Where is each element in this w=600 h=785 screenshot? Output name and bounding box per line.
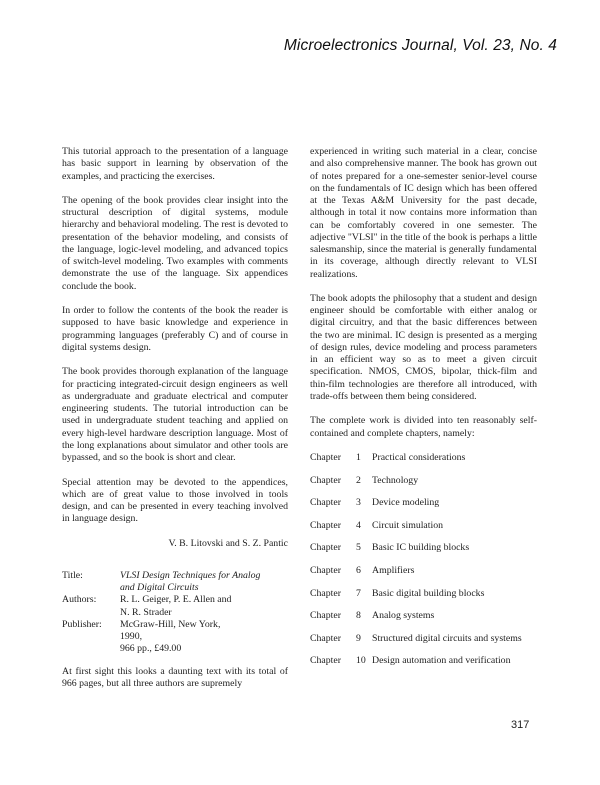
chapter-item [310, 633, 537, 656]
chapter-number: 5 [356, 542, 361, 554]
review-signature: V. B. Litovski and S. Z. Pantic [168, 537, 288, 549]
chapter-title: Basic digital building blocks [372, 587, 485, 599]
paragraph: The book adopts the philosophy that a student and design engineer should be comfortable with either analog or digital circuitry, and that the basic differences between the two are minimal. IC design is presented as a merging of design rules, device modeling and process parameters in an efficient way so as to meet a given circuit specification. NMOS, CMOS, bipolar, thick-film and thin-film technologies are therefore all introduced, with trade-offs between them being considered. [310, 292, 537, 402]
chapter-word: Chapter [310, 497, 342, 509]
chapter-item [310, 655, 537, 678]
chapter-number: 1 [356, 452, 361, 464]
chapter-number: 10 [356, 655, 366, 667]
page-number: 317 [511, 719, 530, 731]
journal-header: Microelectronics Journal, Vol. 23, No. 4 [283, 37, 557, 54]
book-authors [120, 594, 288, 619]
chapter-word: Chapter [310, 565, 342, 577]
chapter-word: Chapter [310, 474, 342, 486]
publisher-label: Publisher: [62, 618, 102, 630]
chapter-number: 9 [356, 632, 361, 644]
chapter-title: Device modeling [372, 497, 440, 509]
chapter-word: Chapter [310, 632, 342, 644]
book-title [120, 570, 288, 595]
chapter-title: Practical considerations [372, 452, 466, 464]
authors-label: Authors: [62, 594, 97, 606]
authors-line: N. R. Strader [120, 606, 172, 618]
paragraph: Special attention may be devoted to the appendices, which are of great value to those involved in tools design, and can be presented in every teaching involved in language design. [62, 476, 288, 525]
chapter-number: 2 [356, 474, 361, 486]
book-title-line: VLSI Design Techniques for Analog [120, 569, 261, 581]
chapter-number: 3 [356, 497, 361, 509]
publisher-line: 1990, [120, 631, 143, 643]
chapter-item [310, 497, 537, 520]
chapter-item [310, 475, 537, 498]
publisher-line: McGraw-Hill, New York, [120, 618, 221, 630]
chapter-item [310, 588, 537, 611]
paragraph: The book provides thorough explanation of the language for practicing integrated-circuit design engineers as well as undergraduate and graduate electrical and computer engineering students. The tutorial introduction can be used in undergraduate student teaching and applied on every high-level hardware description language. Most of the long explanations about simulator and other tools are bypassed, and so the book is short and clear. [62, 366, 288, 464]
chapter-word: Chapter [310, 610, 342, 622]
paragraph: At first sight this looks a daunting text with its total of 966 pages, but all three authors are supremely [62, 665, 288, 689]
publisher-line: 966 pp., £49.00 [120, 643, 182, 655]
chapter-item [310, 542, 537, 565]
chapter-word: Chapter [310, 452, 342, 464]
chapter-word: Chapter [310, 587, 342, 599]
chapter-title: Basic IC building blocks [372, 542, 470, 554]
chapter-number: 8 [356, 610, 361, 622]
book-metadata [62, 570, 288, 656]
paragraph: The opening of the book provides clear insight into the structural description of digital systems, module hierarchy and behavioral modeling. The rest is devoted to presentation of the behavior modeling, and consists of the language, logic-level modeling, and advanced topics of switch-level modeling. Two examples with comments demonstrate the use of the language. Six appendices conclude the book. [62, 194, 288, 292]
chapter-item [310, 520, 537, 543]
paragraph: This tutorial approach to the presentation of a language has basic support in learning by observation of the examples, and practicing the exercises. [62, 146, 288, 182]
chapter-title: Circuit simulation [372, 519, 444, 531]
chapter-list [310, 452, 537, 678]
book-title-line: and Digital Circuits [120, 582, 199, 594]
chapter-title: Design automation and verification [372, 655, 511, 667]
chapter-number: 4 [356, 519, 361, 531]
chapter-word: Chapter [310, 519, 342, 531]
title-label: Title: [62, 569, 83, 581]
chapter-item [310, 452, 537, 475]
chapter-title: Analog systems [372, 610, 435, 622]
chapter-number: 7 [356, 587, 361, 599]
book-publisher [120, 619, 288, 656]
paragraph: experienced in writing such material in a clear, concise and also comprehensive manner. The book has grown out of notes prepared for a one-semester senior-level course on the fundamentals of IC design which has been offered at the Texas A&M University for the past decade, although in total it now contains more information than can be comfortably covered in one semester. The adjective "VLSI" in the title of the book is perhaps a little salesmanship, since the material is generally fundamental in its coverage, although directly relevant to VLSI realizations. [310, 146, 537, 280]
chapter-title: Amplifiers [372, 565, 415, 577]
chapter-item [310, 610, 537, 633]
authors-line: R. L. Geiger, P. E. Allen and [120, 594, 232, 606]
chapter-number: 6 [356, 565, 361, 577]
chapter-title: Structured digital circuits and systems [372, 632, 522, 644]
chapter-word: Chapter [310, 655, 342, 667]
chapter-title: Technology [372, 474, 419, 486]
chapter-item [310, 565, 537, 588]
paragraph: The complete work is divided into ten reasonably self-contained and complete chapters, namely: [310, 415, 537, 439]
right-column [310, 146, 537, 678]
chapter-word: Chapter [310, 542, 342, 554]
paragraph: In order to follow the contents of the book the reader is supposed to have basic knowledge and experience in programming languages (preferably C) and of course in digital systems design. [62, 305, 288, 353]
left-column [62, 146, 288, 702]
